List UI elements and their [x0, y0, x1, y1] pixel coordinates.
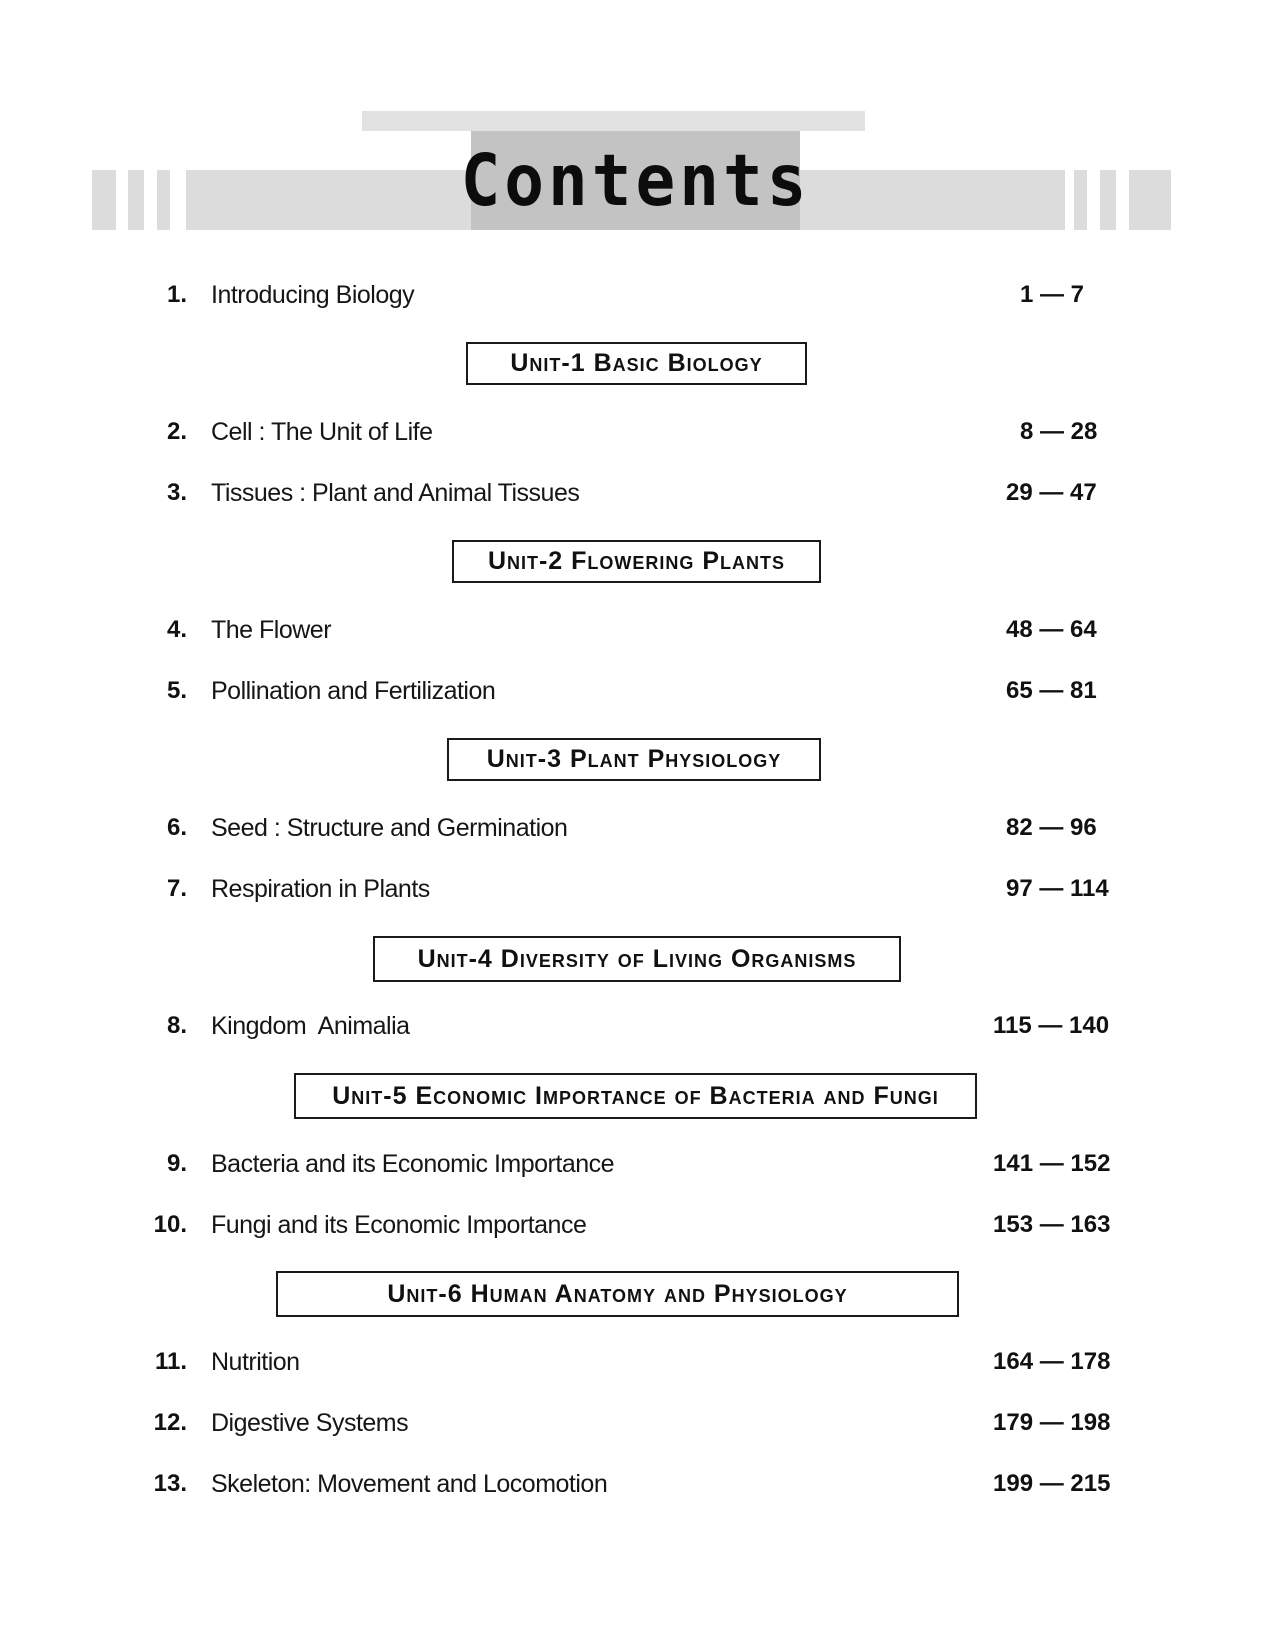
chapter-page-range: 1 — 7 — [1020, 281, 1085, 308]
chapter-number: 3. — [166, 479, 187, 506]
chapter-number: 8. — [166, 1012, 187, 1039]
page-title: Contents — [460, 138, 811, 223]
chapter-page-range: 179 — 198 — [993, 1409, 1111, 1436]
banner-stripe-right-2 — [1100, 170, 1116, 230]
banner-bar-left — [186, 170, 471, 230]
banner-stripe-right-1 — [1074, 170, 1087, 230]
banner-stripe-left-3 — [157, 170, 170, 230]
chapter-entry-11[interactable] — [0, 1344, 1275, 1380]
chapter-entry-8[interactable] — [0, 1008, 1275, 1044]
chapter-page-range: 97 — 114 — [1006, 875, 1109, 902]
chapter-page-range: 153 — 163 — [993, 1211, 1111, 1238]
chapter-title: Skeleton: Movement and Locomotion — [211, 1470, 608, 1498]
banner-stripe-right-3 — [1129, 170, 1171, 230]
chapter-entry-13[interactable] — [0, 1466, 1275, 1502]
chapter-number: 10. — [153, 1211, 187, 1238]
unit-heading-6: Unit-6 Human Anatomy and Physiology — [276, 1271, 959, 1317]
chapter-title: Nutrition — [211, 1348, 300, 1376]
banner-bar-right — [800, 170, 1065, 230]
chapter-page-range: 65 — 81 — [1006, 677, 1097, 704]
unit-heading-2: Unit-2 Flowering Plants — [452, 540, 821, 583]
chapter-title: Seed : Structure and Germination — [211, 814, 568, 842]
chapter-number: 4. — [166, 616, 187, 643]
chapter-title: Introducing Biology — [211, 281, 415, 309]
page-title-box — [460, 131, 811, 230]
chapter-title: Kingdom Animalia — [211, 1012, 410, 1040]
chapter-title: Tissues : Plant and Animal Tissues — [211, 479, 580, 507]
chapter-number: 12. — [153, 1409, 187, 1436]
chapter-entry-3[interactable] — [0, 475, 1275, 511]
chapter-entry-1[interactable] — [0, 277, 1275, 313]
chapter-number: 6. — [166, 814, 187, 841]
chapter-page-range: 164 — 178 — [993, 1348, 1111, 1375]
chapter-entry-7[interactable] — [0, 871, 1275, 907]
chapter-title: Cell : The Unit of Life — [211, 418, 433, 446]
chapter-number: 5. — [166, 677, 187, 704]
chapter-page-range: 82 — 96 — [1006, 814, 1097, 841]
chapter-title: Fungi and its Economic Importance — [211, 1211, 587, 1239]
chapter-entry-9[interactable] — [0, 1146, 1275, 1182]
unit-heading-4: Unit-4 Diversity of Living Organisms — [373, 936, 901, 982]
chapter-entry-6[interactable] — [0, 810, 1275, 846]
chapter-title: Digestive Systems — [211, 1409, 409, 1437]
chapter-title: Respiration in Plants — [211, 875, 430, 903]
chapter-page-range: 29 — 47 — [1006, 479, 1097, 506]
chapter-page-range: 8 — 28 — [1020, 418, 1098, 445]
chapter-page-range: 199 — 215 — [993, 1470, 1111, 1497]
chapter-entry-10[interactable] — [0, 1207, 1275, 1243]
chapter-entry-2[interactable] — [0, 414, 1275, 450]
chapter-entry-12[interactable] — [0, 1405, 1275, 1441]
chapter-number: 7. — [166, 875, 187, 902]
chapter-entry-4[interactable] — [0, 612, 1275, 648]
chapter-title: The Flower — [211, 616, 332, 644]
chapter-title: Bacteria and its Economic Importance — [211, 1150, 615, 1178]
chapter-page-range: 48 — 64 — [1006, 616, 1097, 643]
chapter-title: Pollination and Fertilization — [211, 677, 496, 705]
unit-heading-1: Unit-1 Basic Biology — [466, 342, 807, 385]
unit-heading-3: Unit-3 Plant Physiology — [447, 738, 821, 781]
chapter-page-range: 115 — 140 — [993, 1012, 1110, 1039]
chapter-number: 1. — [166, 281, 187, 308]
banner-top-strip — [362, 111, 865, 131]
banner-stripe-left-1 — [92, 170, 116, 230]
chapter-number: 13. — [153, 1470, 187, 1497]
banner-stripe-left-2 — [128, 170, 144, 230]
chapter-number: 2. — [166, 418, 187, 445]
chapter-number: 9. — [166, 1150, 187, 1177]
chapter-number: 11. — [154, 1348, 187, 1375]
chapter-page-range: 141 — 152 — [993, 1150, 1111, 1177]
unit-heading-5: Unit-5 Economic Importance of Bacteria and Fungi — [294, 1073, 977, 1119]
chapter-entry-5[interactable] — [0, 673, 1275, 709]
